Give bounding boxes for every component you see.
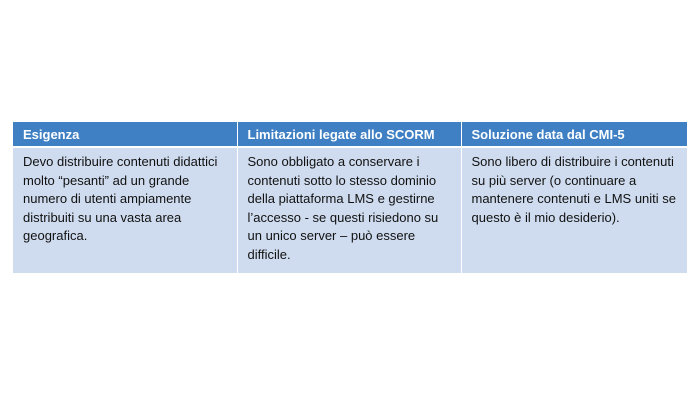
cell-limitazioni-scorm: Sono obbligato a conservare i contenuti sotto lo stesso dominio della piattaforma LMS e gestirne l’accesso - se questi risiedono su un unico server – può essere difficile. [237, 147, 461, 273]
header-limitazioni-scorm: Limitazioni legate allo SCORM [237, 122, 461, 147]
comparison-table [13, 122, 687, 273]
header-esigenza: Esigenza [13, 122, 237, 147]
cell-soluzione-cmi5: Sono libero di distribuire i contenuti su più server (o continuare a mantenere contenuti e LMS uniti se questo è il mio desiderio). [461, 147, 687, 273]
cell-esigenza: Devo distribuire contenuti didattici molto “pesanti” ad un grande numero di utenti ampiamente distribuiti su una vasta area geografica. [13, 147, 237, 273]
header-soluzione-cmi5: Soluzione data dal CMI-5 [461, 122, 687, 147]
table-header-row [13, 122, 687, 147]
table-row [13, 147, 687, 273]
